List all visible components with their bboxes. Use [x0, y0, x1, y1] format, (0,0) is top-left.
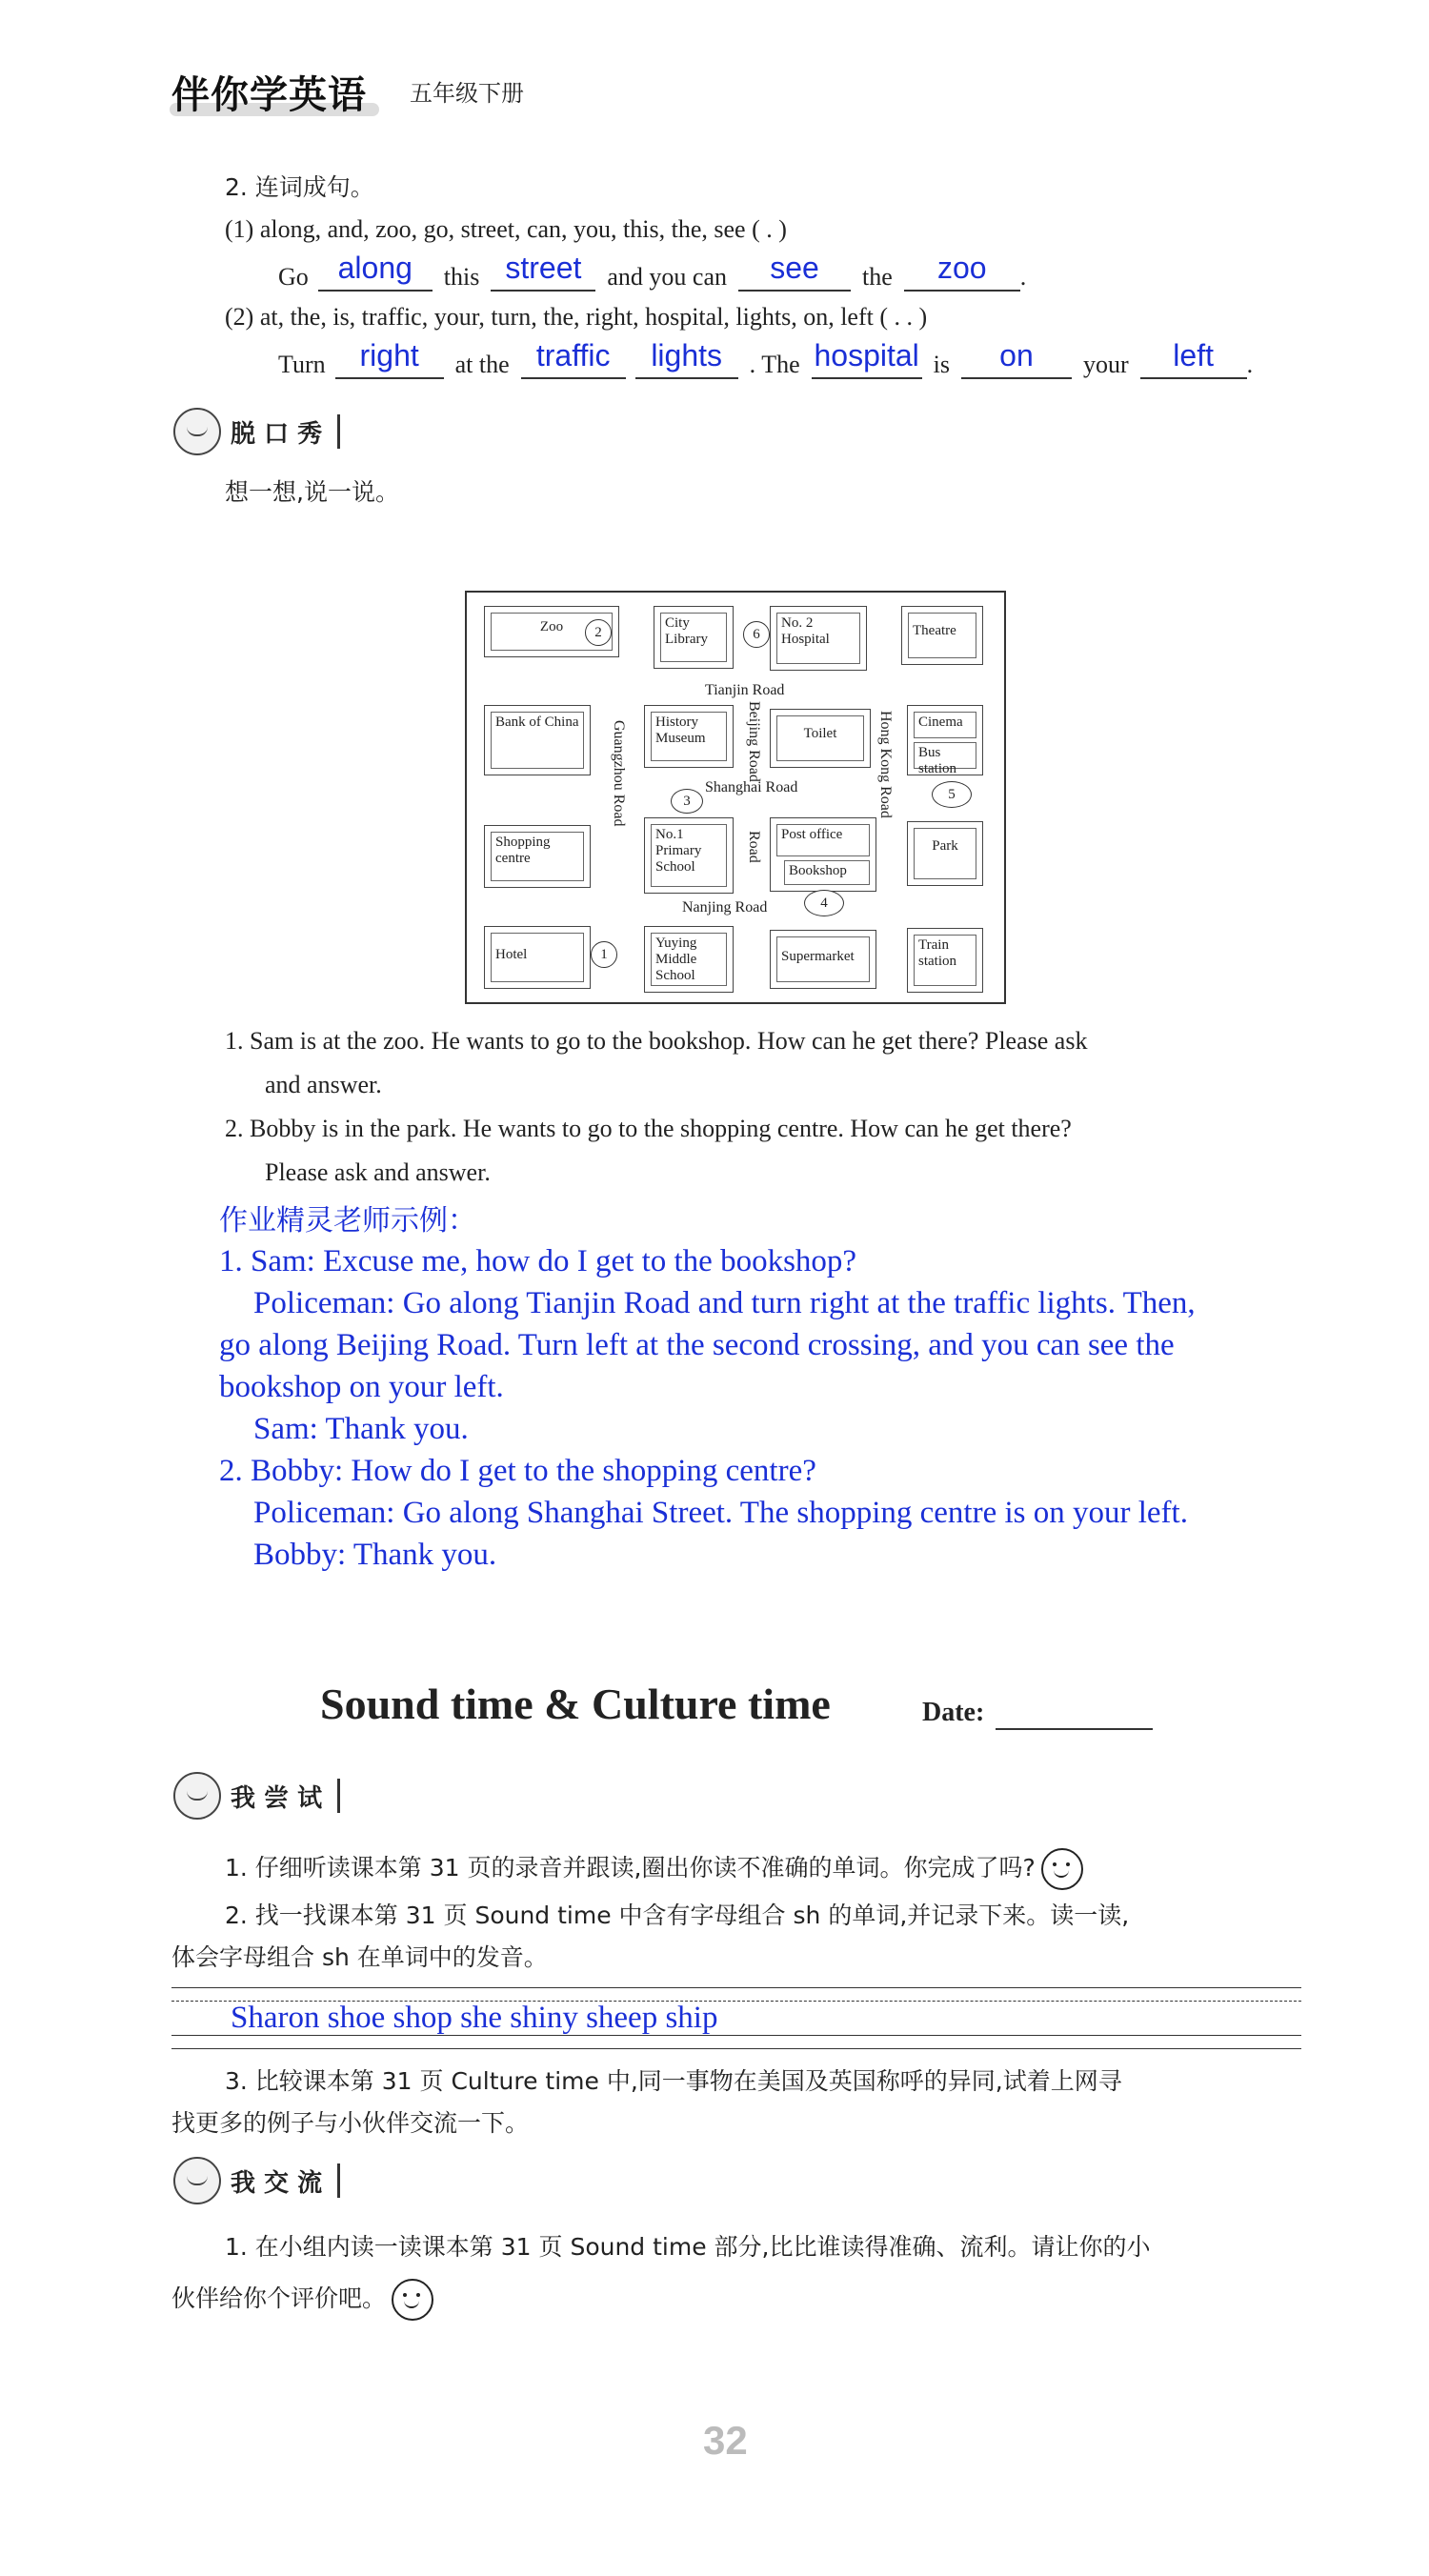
grade-label: 五年级下册 — [410, 80, 524, 107]
answer-line — [171, 2048, 1301, 2049]
map-train-station — [907, 928, 983, 993]
map-theatre-label: Theatre — [908, 613, 976, 658]
q1-answer: street — [505, 251, 582, 285]
map-marker: 3 — [671, 789, 703, 814]
road-nanjing: Nanjing Road — [682, 899, 768, 916]
answer-line — [171, 1987, 1301, 1988]
q2-word: is — [933, 351, 950, 378]
q2-blank[interactable] — [812, 339, 922, 379]
mascot-icon — [173, 2157, 221, 2204]
map-post-bookshop — [770, 817, 876, 892]
q2-answer: right — [359, 338, 419, 372]
road-tianjin: Tianjin Road — [705, 682, 785, 698]
map-question-1-cont: and answer. — [265, 1071, 382, 1098]
q1-word: Go — [278, 263, 309, 291]
map-shopping-centre — [484, 825, 591, 888]
road-beijing-upper: Beijing Road — [746, 701, 762, 782]
map-bus-label: Bus station — [914, 742, 976, 769]
smiley-icon — [392, 2279, 433, 2321]
q1-blank[interactable] — [491, 252, 595, 292]
q1-blank[interactable] — [318, 252, 433, 292]
try-item-3: 3. 比较课本第 31 页 Culture time 中,同一事物在美国及英国称呼的异同,试着上网寻 — [225, 2067, 1122, 2095]
q2-answer: left — [1173, 338, 1214, 372]
try-item-1 — [225, 1848, 1083, 1890]
speaking-instruction: 想一想,说一说。 — [225, 478, 399, 506]
share-title: 我 交 流 — [231, 2168, 323, 2198]
mascot-icon — [173, 408, 221, 455]
map-marker: 4 — [804, 890, 844, 916]
map-hospital — [770, 606, 867, 671]
try-item-2-cont: 体会字母组合 sh 在单词中的发音。 — [171, 1943, 548, 1971]
sh-words-answer: Sharon shoe shop she shiny sheep ship — [231, 2001, 718, 2035]
q2-prompt: (2) at, the, is, traffic, your, turn, the, right, hospital, lights, on, left ( . . ) — [225, 303, 928, 331]
map-bank-label: Bank of China — [491, 712, 584, 769]
road-hongkong: Hong Kong Road — [877, 711, 894, 818]
q2-blank[interactable] — [961, 339, 1072, 379]
map-train-station-label: Train station — [914, 935, 976, 986]
q2-blank[interactable] — [635, 339, 738, 379]
share-section-head — [173, 2157, 340, 2204]
q1-word: and you can — [607, 263, 727, 291]
q2-answer: traffic — [535, 338, 611, 372]
example-line: Policeman: Go along Shanghai Street. The shopping centre is on your left. — [253, 1496, 1188, 1530]
city-map — [465, 591, 1006, 1004]
map-theatre — [901, 606, 983, 665]
example-label: 作业精灵老师示例： — [219, 1204, 476, 1238]
share-item-1-cont-text: 伙伴给你个评价吧。 — [171, 2284, 387, 2312]
q1-prompt: (1) along, and, zoo, go, street, can, you, this, the, see ( . ) — [225, 215, 787, 243]
section-divider — [337, 1779, 340, 1813]
try-item-2: 2. 找一找课本第 31 页 Sound time 中含有字母组合 sh 的单词,并记录下来。读一读, — [225, 1902, 1130, 1929]
book-title: 伴你学英语 — [171, 73, 367, 117]
answer-line — [171, 2035, 1301, 2036]
share-item-1: 1. 在小组内读一读课本第 31 页 Sound time 部分,比比谁读得准确、流利。请让你的小 — [225, 2233, 1151, 2261]
example-line: Policeman: Go along Tianjin Road and turn right at the traffic lights. Then, — [253, 1286, 1196, 1320]
share-item-1-cont — [171, 2279, 433, 2321]
map-cinema-label: Cinema — [914, 712, 976, 738]
map-cinema-bus — [907, 705, 983, 775]
map-supermarket — [770, 930, 876, 989]
q2-blank[interactable] — [335, 339, 444, 379]
exercise2-heading: 2. 连词成句。 — [225, 173, 374, 201]
map-middle-school — [644, 926, 734, 993]
map-history-museum — [644, 705, 734, 768]
map-middle-school-label: Yuying Middle School — [651, 933, 727, 986]
q2-word: Turn — [278, 351, 326, 378]
try-item-1-text: 1. 仔细听读课本第 31 页的录音并跟读,圈出你读不准确的单词。你完成了吗? — [225, 1854, 1036, 1882]
speaking-section-head — [173, 408, 340, 455]
q2-blank[interactable] — [521, 339, 626, 379]
section-title: Sound time & Culture time — [320, 1680, 831, 1728]
example-line: 2. Bobby: How do I get to the shopping centre? — [219, 1454, 816, 1488]
q2-answer: hospital — [814, 338, 919, 372]
q1-answer: zoo — [936, 251, 987, 285]
map-hotel-label: Hotel — [491, 933, 584, 982]
q1-word: this — [443, 263, 480, 291]
q1-word: the — [861, 263, 893, 291]
section-divider — [337, 414, 340, 449]
example-line: Bobby: Thank you. — [253, 1538, 497, 1572]
try-item-3-cont: 找更多的例子与小伙伴交流一下。 — [171, 2109, 530, 2137]
map-primary-school — [644, 817, 734, 894]
page-number: 32 — [703, 2418, 748, 2463]
date-label: Date: — [922, 1698, 985, 1727]
map-hospital-label: No. 2 Hospital — [776, 613, 860, 664]
map-city-library — [654, 606, 734, 669]
section-divider — [337, 2163, 340, 2198]
example-line: bookshop on your left. — [219, 1370, 504, 1404]
map-question-1: 1. Sam is at the zoo. He wants to go to the bookshop. How can he get there? Please ask — [225, 1027, 1088, 1055]
q2-word: . The — [749, 351, 800, 378]
mascot-icon — [173, 1772, 221, 1820]
map-park — [907, 821, 983, 886]
map-toilet-label: Toilet — [776, 715, 864, 761]
map-park-label: Park — [914, 828, 976, 879]
map-bookshop-label: Bookshop — [784, 860, 870, 885]
map-shopping-centre-label: Shopping centre — [491, 832, 584, 881]
date-input-line[interactable] — [996, 1728, 1153, 1730]
road-shanghai: Shanghai Road — [705, 779, 798, 795]
example-line: 1. Sam: Excuse me, how do I get to the bookshop? — [219, 1244, 857, 1278]
q2-word: . — [1246, 351, 1254, 378]
map-supermarket-label: Supermarket — [776, 936, 870, 982]
map-city-library-label: City Library — [660, 613, 727, 662]
q1-blank[interactable] — [904, 252, 1020, 292]
example-line: Sam: Thank you. — [253, 1412, 469, 1446]
q2-word: your — [1082, 351, 1129, 378]
map-marker: 2 — [585, 619, 612, 646]
map-question-2: 2. Bobby is in the park. He wants to go to the shopping centre. How can he get there? — [225, 1115, 1072, 1142]
road-guangzhou: Guangzhou Road — [611, 720, 627, 827]
q2-sentence — [278, 335, 1253, 379]
q2-blank[interactable] — [1140, 339, 1247, 379]
q1-answer: see — [770, 251, 819, 285]
try-title: 我 尝 试 — [231, 1783, 323, 1813]
try-section-head — [173, 1772, 340, 1820]
map-primary-school-label: No.1 Primary School — [651, 824, 727, 887]
example-line: go along Beijing Road. Turn left at the second crossing, and you can see the — [219, 1328, 1175, 1362]
map-zoo-label: Zoo — [491, 613, 613, 651]
map-post-office-label: Post office — [776, 824, 870, 856]
speaking-title: 脱 口 秀 — [231, 419, 323, 449]
map-toilet — [770, 709, 871, 768]
q1-answer: along — [337, 251, 413, 285]
q2-answer: on — [999, 338, 1034, 372]
map-question-2-cont: Please ask and answer. — [265, 1158, 491, 1186]
road-beijing-lower: Road — [746, 831, 762, 863]
q2-word: at the — [454, 351, 510, 378]
q1-sentence — [278, 250, 1026, 292]
map-marker: 1 — [591, 941, 617, 968]
map-hotel — [484, 926, 591, 989]
map-marker: 6 — [743, 621, 770, 648]
map-bank — [484, 705, 591, 775]
map-marker: 5 — [932, 781, 972, 808]
smiley-icon — [1041, 1848, 1083, 1890]
q2-answer: lights — [651, 338, 723, 372]
q1-blank[interactable] — [738, 252, 851, 292]
map-history-museum-label: History Museum — [651, 712, 727, 761]
q1-word: . — [1019, 263, 1027, 291]
